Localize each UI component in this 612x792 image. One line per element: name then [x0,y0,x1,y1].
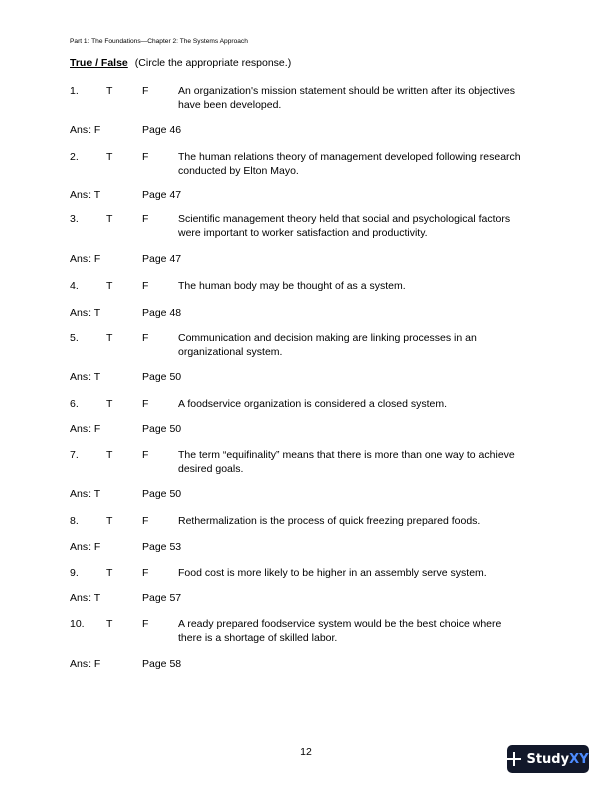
false-option[interactable]: F [142,398,149,410]
true-option[interactable]: T [106,618,113,630]
answer-label: Ans: F [70,541,101,553]
plus-icon [507,752,521,766]
question-number: 4. [70,280,79,292]
question-number: 1. [70,85,79,97]
page-reference: Page 53 [142,541,182,553]
question-number: 9. [70,567,79,579]
answer-label: Ans: F [70,253,101,265]
answer-label: Ans: T [70,592,101,604]
answer-label: Ans: T [70,307,101,319]
studyxy-badge[interactable] [507,745,589,773]
true-option[interactable]: T [106,567,113,579]
false-option[interactable]: F [142,449,149,461]
question-text: A foodservice organization is considered a closed system. [178,398,448,410]
page-reference: Page 46 [142,124,182,136]
page-reference: Page 50 [142,371,182,383]
question-number: 7. [70,449,79,461]
question-text: The human relations theory of management developed following research conducted by Elton Mayo. [178,151,521,177]
section-title [70,57,291,69]
page-reference: Page 50 [142,488,182,500]
page-reference: Page 48 [142,307,182,319]
question-text: Rethermalization is the process of quick freezing prepared foods. [178,515,481,527]
false-option[interactable]: F [142,85,149,97]
question-text: An organization's mission statement should be written after its objectives have been developed. [178,85,516,111]
running-header: Part 1: The Foundations—Chapter 2: The Systems Approach [70,38,248,45]
page-reference: Page 50 [142,423,182,435]
question-number: 8. [70,515,79,527]
page-reference: Page 47 [142,253,182,265]
true-option[interactable]: T [106,280,113,292]
true-option[interactable]: T [106,85,113,97]
question-number: 10. [70,618,85,630]
question-number: 2. [70,151,79,163]
true-option[interactable]: T [106,151,113,163]
question-number: 5. [70,332,79,344]
answer-label: Ans: F [70,124,101,136]
question-text: Communication and decision making are linking processes in an organizational system. [178,332,477,358]
true-option[interactable]: T [106,213,113,225]
false-option[interactable]: F [142,151,149,163]
question-number: 3. [70,213,79,225]
question-text: A ready prepared foodservice system would be the best choice where there is a shortage of skilled labor. [178,618,502,644]
false-option[interactable]: F [142,618,149,630]
true-option[interactable]: T [106,398,113,410]
false-option[interactable]: F [142,332,149,344]
page-number: 12 [300,746,312,758]
question-text: Food cost is more likely to be higher in an assembly serve system. [178,567,487,579]
false-option[interactable]: F [142,280,149,292]
page-reference: Page 58 [142,658,182,670]
answer-label: Ans: T [70,371,101,383]
question-text: The human body may be thought of as a system. [178,280,406,292]
question-text: The term “equifinality” means that there is more than one way to achieve desired goals. [178,449,515,475]
badge-accent: XY [569,751,589,767]
badge-brand: Study [526,751,570,767]
true-option[interactable]: T [106,332,113,344]
page-reference: Page 47 [142,189,182,201]
question-text: Scientific management theory held that social and psychological factors were important to worker satisfaction and productivity. [178,213,511,239]
answer-label: Ans: T [70,488,101,500]
answer-label: Ans: T [70,189,101,201]
section-heading: True / False [70,57,128,69]
answer-label: Ans: F [70,423,101,435]
page-reference: Page 57 [142,592,182,604]
false-option[interactable]: F [142,515,149,527]
section-instruction: (Circle the appropriate response.) [134,57,292,69]
answer-label: Ans: F [70,658,101,670]
false-option[interactable]: F [142,213,149,225]
true-option[interactable]: T [106,515,113,527]
false-option[interactable]: F [142,567,149,579]
true-option[interactable]: T [106,449,113,461]
question-number: 6. [70,398,79,410]
